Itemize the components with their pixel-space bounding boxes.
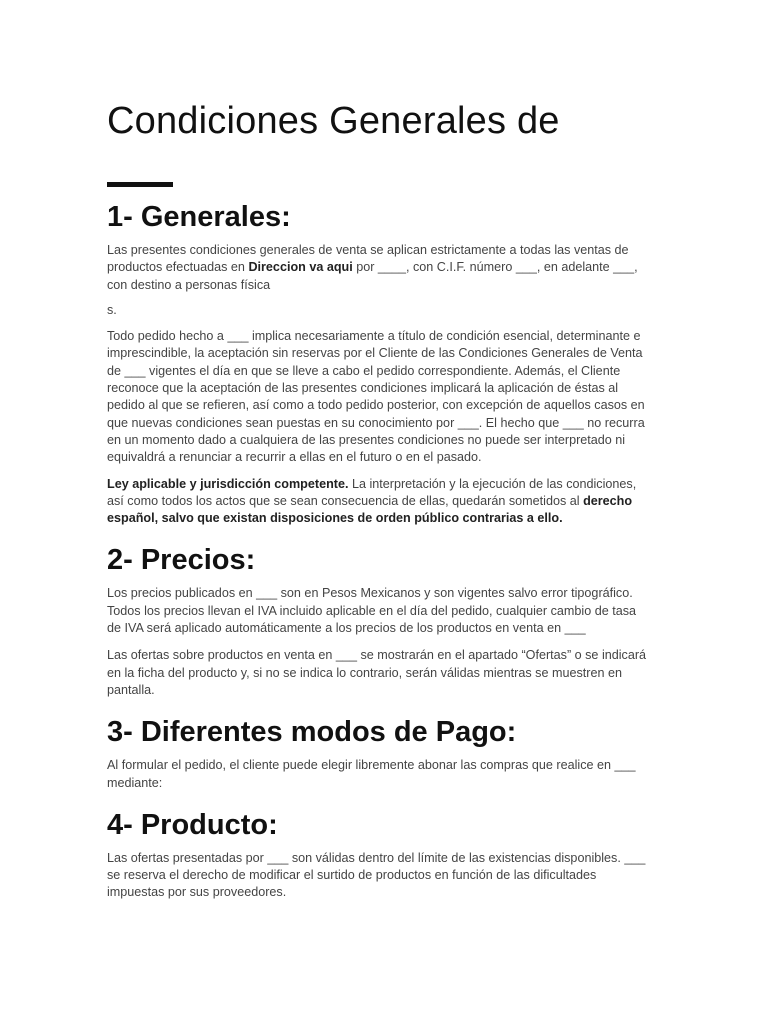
- section-heading-modos-de-pago: 3- Diferentes modos de Pago:: [107, 716, 517, 749]
- document-body: [107, 198, 647, 902]
- section-heading-producto: 4- Producto:: [107, 808, 278, 841]
- paragraph-modos-de-pago: Al formular el pedido, el cliente puede elegir libremente abonar las compras que realice en ___ mediante:: [107, 758, 636, 790]
- paragraph-generales-2: s.: [107, 302, 117, 317]
- bold-text-ley: Ley aplicable y jurisdicción competente.: [107, 476, 349, 491]
- bold-text-derecho: derecho español, salvo que existan disposiciones de orden público contrarias a ello.: [107, 493, 633, 526]
- paragraph-precios-2: Las ofertas sobre productos en venta en ___ se mostrarán en el apartado “Ofertas” o se indicará en la ficha del producto y, si no se indica lo contrario, serán válidas mientras se muestren en pantalla.: [107, 648, 647, 697]
- paragraph-text: La interpretación y la ejecución de las condiciones, así como todos los actos que se sean consecuencia de ellas, quedarán sometidos al: [107, 476, 637, 508]
- bold-text-direccion: Direccion va aqui: [248, 260, 353, 275]
- paragraph-generales-1: [107, 242, 647, 294]
- title-blank-line: [107, 182, 173, 187]
- paragraph-ley-aplicable: [107, 476, 647, 528]
- section-heading-precios: 2- Precios:: [107, 544, 256, 577]
- paragraph-text: por ____, con C.I.F. número ___, en adelante ___, con destino a personas física: [107, 260, 638, 292]
- section-heading-generales: 1- Generales:: [107, 201, 291, 233]
- paragraph-producto: Las ofertas presentadas por ___ son válidas dentro del límite de las existencias disponibles. ___ se reserva el derecho de modificar el surtido de productos en función de las dificultades impuestas por sus proveedores.: [107, 850, 646, 900]
- paragraph-precios-1: Los precios publicados en ___ son en Pesos Mexicanos y son vigentes salvo error tipográfico. Todos los precios llevan el IVA incluido aplicable en el día del pedido, cualquier cambio de tasa de IVA será aplicado automáticamente a los precios de los productos en venta en ___: [107, 586, 637, 636]
- paragraph-generales-3: Todo pedido hecho a ___ implica necesariamente a título de condición esencial, determinante e imprescindible, la aceptación sin reservas por el Cliente de las Condiciones Generales de Venta de ___ vigentes el día en que se lleve a cabo el pedido correspondiente. Además, el Cliente reconoce que la aceptación de las presentes condiciones implicará la aplicación de éstas al pedido al que se refieren, así como a todo pedido posterior, con excepción de aquellos casos en que nuevas condiciones sean puestas en su conocimiento por ___. El hecho que ___ no recurra en un momento dado a cualquiera de las presentes condiciones no puede ser interpretado ni equivaldrá a renunciar a recurrir a ellas en el futuro o en el pasado.: [107, 329, 645, 465]
- document-title: Condiciones Generales de: [107, 100, 560, 142]
- paragraph-text: Las presentes condiciones generales de venta se aplican estrictamente a todas las ventas de productos efectuadas en: [107, 243, 629, 275]
